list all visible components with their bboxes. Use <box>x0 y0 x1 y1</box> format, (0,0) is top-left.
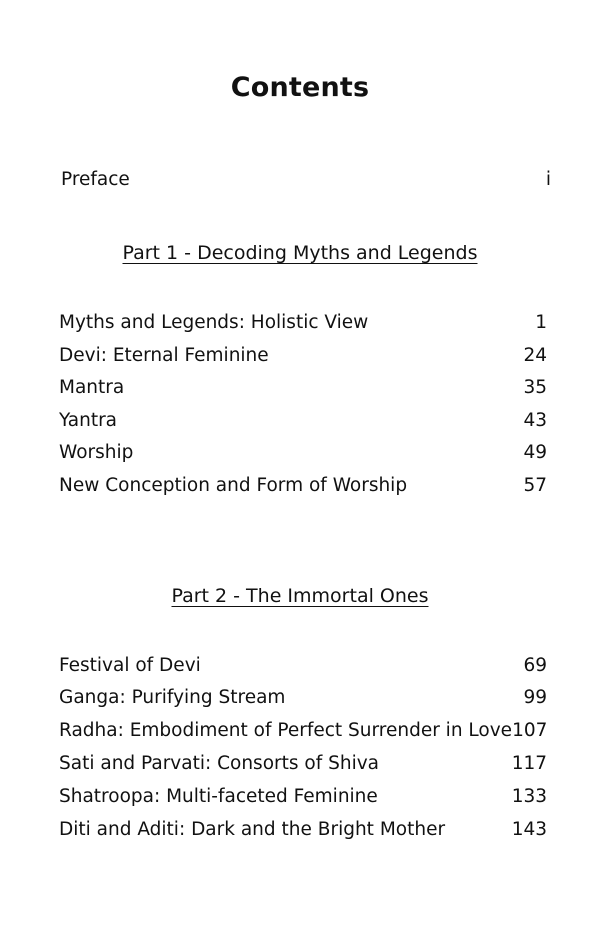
toc-entry-page: 107 <box>512 720 548 741</box>
toc-entry-page: 133 <box>511 786 547 807</box>
toc-entry[interactable] <box>59 650 547 682</box>
toc-entry-page: 117 <box>511 753 547 774</box>
toc-entry[interactable] <box>59 307 547 339</box>
toc-entry-page: 35 <box>523 377 547 398</box>
toc-entry-preface[interactable] <box>61 164 551 196</box>
part-1-heading-text: Part 1 - Decoding Myths and Legends <box>122 242 478 264</box>
toc-entry[interactable] <box>59 814 547 846</box>
toc-entry-page: 49 <box>523 442 547 463</box>
toc-entry-label: New Conception and Form of Worship <box>59 475 408 496</box>
toc-entry[interactable] <box>59 781 547 813</box>
toc-entry-page: 69 <box>523 655 547 676</box>
toc-entry-page: 24 <box>523 345 547 366</box>
toc-entry-label: Worship <box>59 442 134 463</box>
toc-entry-page: i <box>545 169 551 190</box>
part-2-heading[interactable] <box>0 582 600 610</box>
toc-entry[interactable] <box>59 470 547 502</box>
toc-entry-label: Devi: Eternal Feminine <box>59 345 269 366</box>
toc-entry-page: 57 <box>523 475 547 496</box>
part-2-heading-text: Part 2 - The Immortal Ones <box>171 585 429 607</box>
toc-entry-label: Ganga: Purifying Stream <box>59 687 286 708</box>
toc-entry[interactable] <box>59 405 547 437</box>
toc-entry-page: 99 <box>523 687 547 708</box>
toc-entry[interactable] <box>59 715 547 747</box>
page-title: Contents <box>230 72 370 103</box>
toc-entry-label: Sati and Parvati: Consorts of Shiva <box>59 753 380 774</box>
toc-entry-label: Mantra <box>59 377 125 398</box>
toc-entry-label: Radha: Embodiment of Perfect Surrender in Love <box>59 720 513 741</box>
toc-entry-label: Shatroopa: Multi-faceted Feminine <box>59 786 378 807</box>
toc-entry-label: Diti and Aditi: Dark and the Bright Mother <box>59 819 446 840</box>
toc-entry[interactable] <box>59 372 547 404</box>
toc-entry-label: Myths and Legends: Holistic View <box>59 312 369 333</box>
part-1-heading[interactable] <box>0 239 600 267</box>
toc-entry-page: 143 <box>511 819 547 840</box>
toc-entry[interactable] <box>59 748 547 780</box>
toc-entry-label: Festival of Devi <box>59 655 201 676</box>
toc-entry[interactable] <box>59 437 547 469</box>
toc-entry[interactable] <box>59 340 547 372</box>
toc-entry-label: Preface <box>61 169 130 190</box>
toc-entry-page: 1 <box>535 312 547 333</box>
toc-entry-label: Yantra <box>59 410 118 431</box>
toc-entry[interactable] <box>59 682 547 714</box>
toc-entry-page: 43 <box>523 410 547 431</box>
